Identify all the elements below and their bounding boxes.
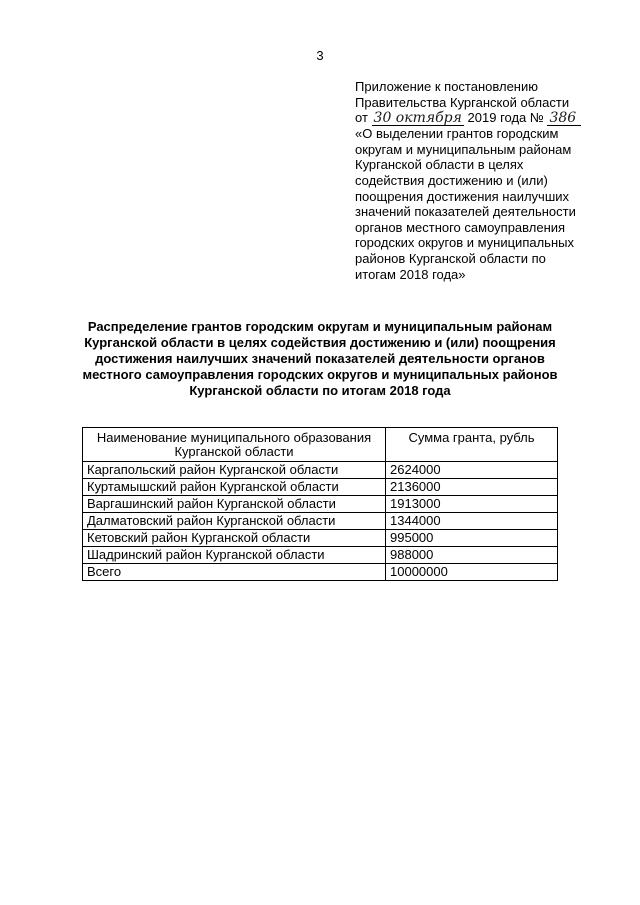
appendix-date-line — [355, 110, 615, 126]
document-title-line: местного самоуправления городских округов и муниципальных районов — [82, 367, 558, 382]
appendix-title-line: органов местного самоуправления — [355, 219, 566, 235]
column-header-amount: Сумма гранта, рубль — [386, 428, 558, 462]
table-row — [83, 479, 558, 496]
appendix-title-line: городских округов и муниципальных — [355, 235, 574, 251]
appendix-title-line: районов Курганской области по — [355, 250, 546, 266]
amount-cell: 1344000 — [386, 513, 558, 530]
date-prefix: от — [355, 110, 368, 126]
document-title-line: Курганской области в целях содействия достижению и (или) поощрения — [84, 335, 556, 350]
document-title — [80, 319, 560, 399]
document-title-line: достижения наилучших значений показателей деятельности органов — [95, 351, 545, 366]
amount-cell: 988000 — [386, 547, 558, 564]
amount-cell: 2136000 — [386, 479, 558, 496]
appendix-title-line: Курганской области в целях — [355, 157, 524, 173]
grants-table — [82, 427, 558, 581]
appendix-line: Приложение к постановлению — [355, 79, 538, 94]
page-number: 3 — [316, 48, 324, 63]
appendix-title-line: значений показателей деятельности — [355, 204, 576, 220]
appendix-title-line: поощрения достижения наилучших — [355, 188, 570, 204]
handwritten-number: 386 — [547, 112, 581, 126]
table-header-row — [83, 428, 558, 462]
document-title-line: Распределение грантов городским округам и муниципальным районам — [87, 319, 553, 334]
amount-cell: 995000 — [386, 530, 558, 547]
table-row — [83, 496, 558, 513]
handwritten-date: 30 октября — [373, 110, 462, 127]
appendix-title-line: содействия достижению и (или) — [355, 172, 548, 188]
appendix-title-line: округам и муниципальным районам — [355, 141, 572, 157]
year-text: 2019 года № — [467, 110, 544, 126]
table-total-row — [83, 564, 558, 581]
municipality-cell: Кетовский район Курганской области — [83, 530, 386, 547]
municipality-cell: Далматовский район Курганской области — [83, 513, 386, 530]
total-label-cell: Всего — [83, 564, 386, 581]
municipality-cell: Куртамышский район Курганской области — [83, 479, 386, 496]
appendix-block — [355, 79, 615, 282]
document-title-line: Курганской области по итогам 2018 года — [189, 383, 451, 398]
municipality-cell: Каргапольский район Курганской области — [83, 462, 386, 479]
municipality-cell: Шадринский район Курганской области — [83, 547, 386, 564]
table-row — [83, 462, 558, 479]
amount-cell: 2624000 — [386, 462, 558, 479]
amount-cell: 1913000 — [386, 496, 558, 513]
table-row — [83, 547, 558, 564]
table-row — [83, 513, 558, 530]
appendix-title-line: «О выделении грантов городским — [355, 126, 559, 142]
appendix-title-line: итогам 2018 года» — [355, 266, 466, 282]
table-row — [83, 530, 558, 547]
column-header-municipality: Наименование муниципального образования Курганской области — [83, 428, 386, 462]
total-amount-cell: 10000000 — [386, 564, 558, 581]
appendix-line: Правительства Курганской области — [355, 94, 570, 110]
municipality-cell: Варгашинский район Курганской области — [83, 496, 386, 513]
